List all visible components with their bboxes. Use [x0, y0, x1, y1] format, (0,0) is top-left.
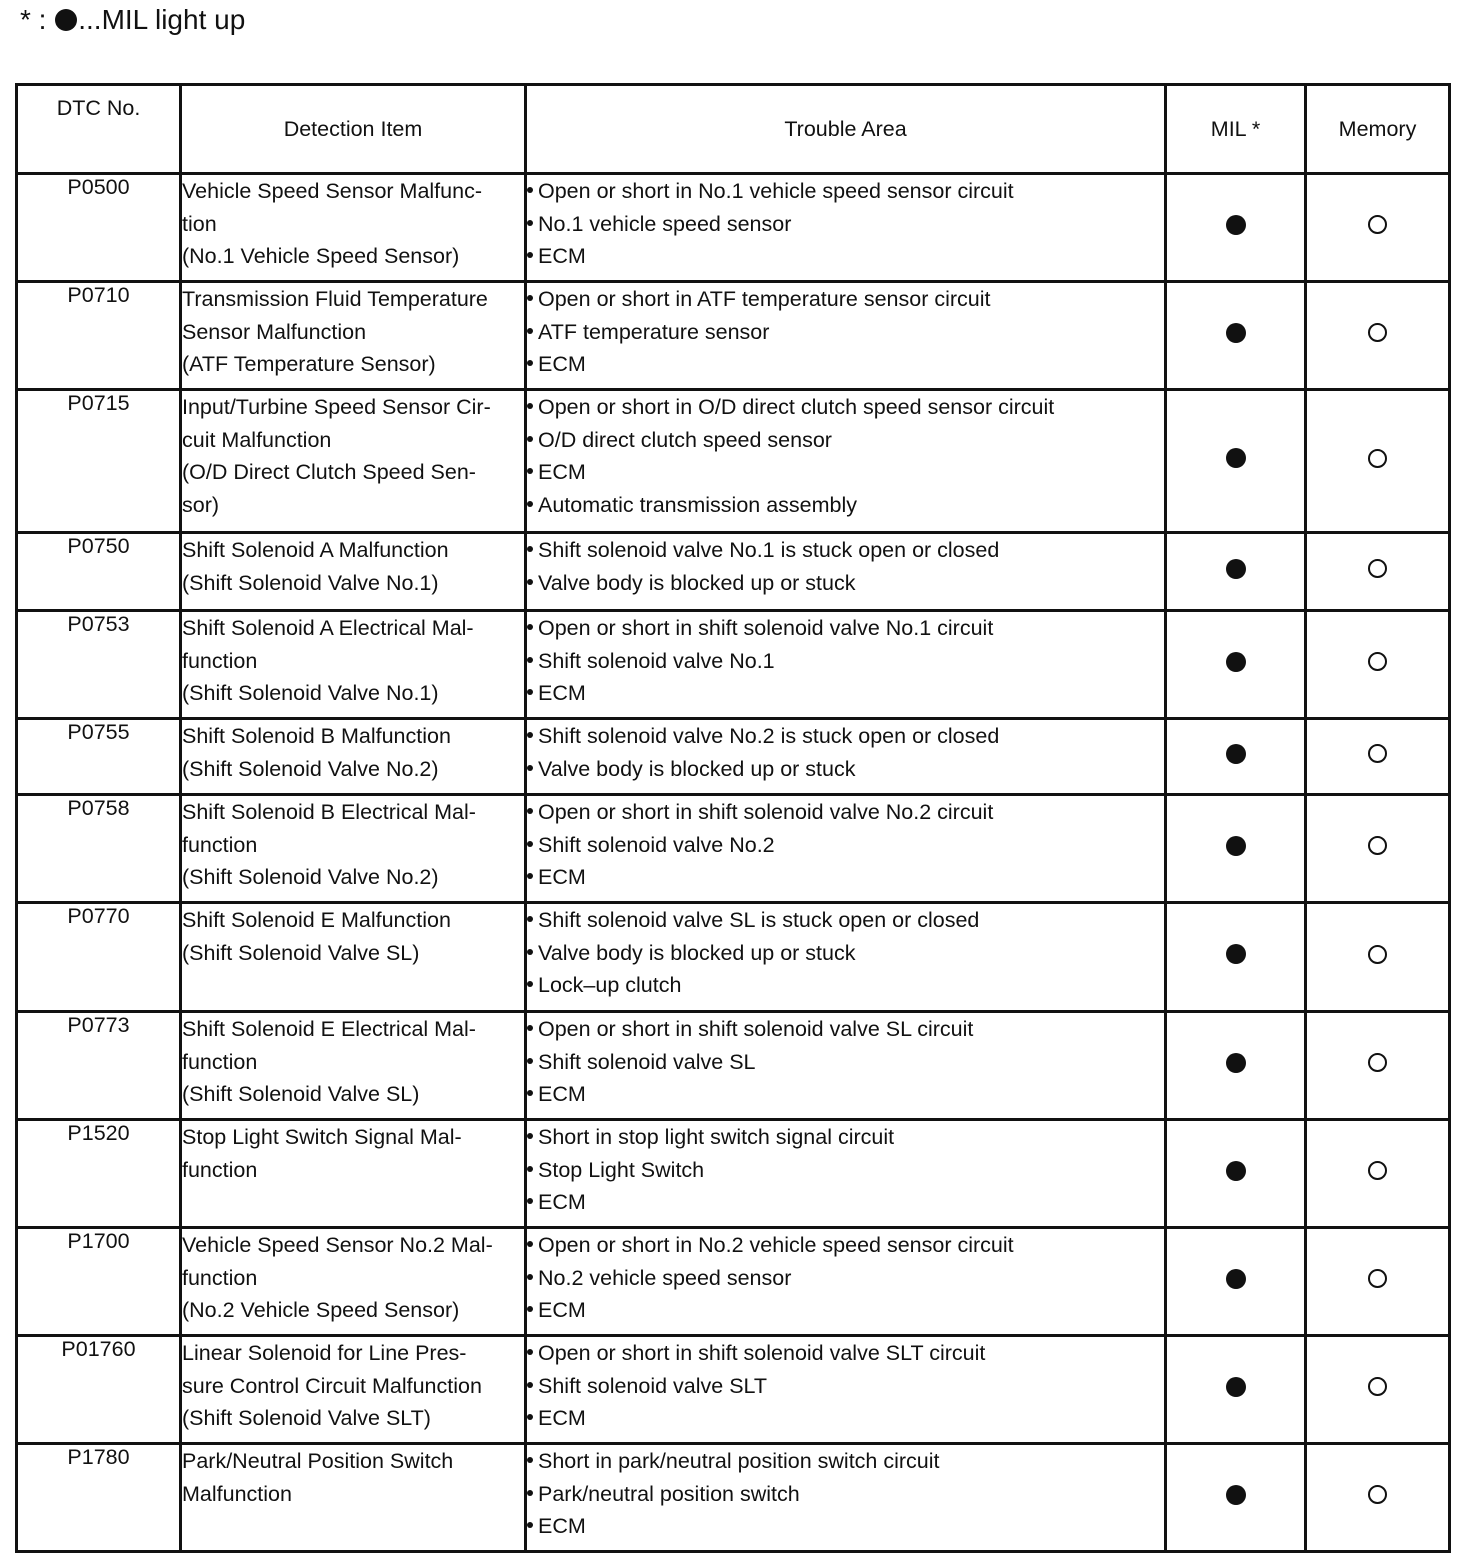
- dtc-code: P1700: [17, 1228, 181, 1336]
- trouble-area: [526, 1336, 1166, 1444]
- dtc-code: P0755: [17, 719, 181, 795]
- open-circle-icon: [1368, 1269, 1387, 1288]
- detection-item-line: (ATF Temperature Sensor): [182, 352, 436, 376]
- mil-cell: [1166, 533, 1306, 611]
- table-row: [17, 611, 1450, 719]
- trouble-area: [526, 1012, 1166, 1120]
- trouble-area-item: ECM: [527, 861, 1164, 894]
- detection-item: [181, 282, 526, 390]
- table-header-row: [17, 85, 1450, 174]
- table-row: [17, 1228, 1450, 1336]
- detection-item-line: (Shift Solenoid Valve SL): [182, 940, 420, 965]
- dtc-code: P0750: [17, 533, 181, 611]
- filled-circle-icon: [1226, 1377, 1246, 1397]
- filled-circle-icon: [1226, 215, 1246, 235]
- detection-item-line: (O/D Direct Clutch Speed Sen-: [182, 460, 476, 484]
- open-circle-icon: [1368, 1377, 1387, 1396]
- trouble-area-item: ATF temperature sensor: [527, 316, 1164, 349]
- detection-item: [181, 174, 526, 282]
- header-memory: Memory: [1306, 85, 1450, 174]
- filled-circle-icon: [1226, 1485, 1246, 1505]
- header-dtc-no: DTC No.: [17, 85, 181, 174]
- memory-cell: [1306, 1012, 1450, 1120]
- table-row: [17, 903, 1450, 1012]
- detection-item-line: Shift Solenoid B Malfunction: [182, 724, 451, 748]
- open-circle-icon: [1368, 836, 1387, 855]
- mil-cell: [1166, 611, 1306, 719]
- trouble-area-item: ECM: [527, 1186, 1164, 1219]
- trouble-area-item: O/D direct clutch speed sensor: [527, 424, 1164, 457]
- trouble-area-item: ECM: [527, 1294, 1164, 1327]
- legend-prefix: * :: [20, 4, 55, 35]
- trouble-area-item: Short in stop light switch signal circuit: [527, 1121, 1164, 1154]
- mil-cell: [1166, 174, 1306, 282]
- trouble-area-item: Open or short in shift solenoid valve No.1 circuit: [527, 612, 1164, 645]
- open-circle-icon: [1368, 1485, 1387, 1504]
- filled-circle-icon: [1226, 1161, 1246, 1181]
- table-row: [17, 282, 1450, 390]
- trouble-area-item: Open or short in shift solenoid valve SLT circuit: [527, 1337, 1164, 1370]
- table-row: [17, 1120, 1450, 1228]
- detection-item-line: sor): [182, 492, 220, 517]
- trouble-area-item: ECM: [527, 348, 1164, 381]
- table-row: [17, 795, 1450, 903]
- trouble-area: [526, 795, 1166, 903]
- detection-item-line: (No.2 Vehicle Speed Sensor): [182, 1298, 460, 1322]
- detection-item-line: Malfunction: [182, 1481, 292, 1506]
- dtc-code: P0758: [17, 795, 181, 903]
- filled-circle-icon: [1226, 1053, 1246, 1073]
- memory-cell: [1306, 903, 1450, 1012]
- trouble-area-item: Shift solenoid valve SLT: [527, 1370, 1164, 1403]
- trouble-area-item: Shift solenoid valve SL is stuck open or closed: [527, 904, 1164, 937]
- mil-cell: [1166, 1444, 1306, 1552]
- dtc-table: [15, 83, 1451, 1553]
- trouble-area-item: Shift solenoid valve No.2: [527, 829, 1164, 862]
- table-row: [17, 1012, 1450, 1120]
- dtc-code: P1780: [17, 1444, 181, 1552]
- trouble-area: [526, 533, 1166, 611]
- memory-cell: [1306, 795, 1450, 903]
- detection-item: [181, 719, 526, 795]
- detection-item-line: (Shift Solenoid Valve No.2): [182, 756, 439, 781]
- memory-cell: [1306, 1120, 1450, 1228]
- filled-circle-icon: [1226, 323, 1246, 343]
- dtc-code: P0500: [17, 174, 181, 282]
- trouble-area-item: Park/neutral position switch: [527, 1478, 1164, 1511]
- trouble-area: [526, 174, 1166, 282]
- trouble-area: [526, 1120, 1166, 1228]
- trouble-area-item: Shift solenoid valve No.1 is stuck open or closed: [527, 534, 1164, 567]
- detection-item-line: Stop Light Switch Signal Mal-: [182, 1125, 462, 1149]
- memory-cell: [1306, 282, 1450, 390]
- table-body: [17, 174, 1450, 1552]
- open-circle-icon: [1368, 1053, 1387, 1072]
- trouble-area: [526, 282, 1166, 390]
- detection-item-line: Shift Solenoid B Electrical Mal-: [182, 800, 476, 824]
- detection-item: [181, 1012, 526, 1120]
- filled-circle-icon: [55, 9, 77, 31]
- detection-item: [181, 1336, 526, 1444]
- detection-item-line: (Shift Solenoid Valve No.1): [182, 681, 439, 705]
- mil-cell: [1166, 1012, 1306, 1120]
- detection-item-line: function: [182, 648, 258, 673]
- detection-item: [181, 903, 526, 1012]
- dtc-code: P0753: [17, 611, 181, 719]
- detection-item-line: Linear Solenoid for Line Pres-: [182, 1341, 467, 1365]
- trouble-area-item: Valve body is blocked up or stuck: [527, 937, 1164, 970]
- filled-circle-icon: [1226, 448, 1246, 468]
- table-row: [17, 533, 1450, 611]
- detection-item-line: (No.1 Vehicle Speed Sensor): [182, 244, 460, 268]
- table-row: [17, 719, 1450, 795]
- detection-item: [181, 1228, 526, 1336]
- trouble-area-item: ECM: [527, 1402, 1164, 1435]
- dtc-code: P01760: [17, 1336, 181, 1444]
- mil-cell: [1166, 719, 1306, 795]
- detection-item-line: cuit Malfunction: [182, 427, 332, 452]
- mil-cell: [1166, 1120, 1306, 1228]
- dtc-code: P0773: [17, 1012, 181, 1120]
- filled-circle-icon: [1226, 559, 1246, 579]
- detection-item-line: Transmission Fluid Temperature: [182, 287, 488, 311]
- trouble-area: [526, 611, 1166, 719]
- mil-legend: [20, 2, 245, 38]
- trouble-area-item: Lock–up clutch: [527, 969, 1164, 1002]
- filled-circle-icon: [1226, 1269, 1246, 1289]
- trouble-area: [526, 1228, 1166, 1336]
- memory-cell: [1306, 533, 1450, 611]
- detection-item: [181, 390, 526, 533]
- trouble-area-item: Stop Light Switch: [527, 1154, 1164, 1187]
- detection-item-line: (Shift Solenoid Valve No.1): [182, 570, 439, 595]
- open-circle-icon: [1368, 945, 1387, 964]
- open-circle-icon: [1368, 1161, 1387, 1180]
- header-mil: MIL *: [1166, 85, 1306, 174]
- header-trouble-area: Trouble Area: [526, 85, 1166, 174]
- trouble-area: [526, 1444, 1166, 1552]
- detection-item-line: (Shift Solenoid Valve SLT): [182, 1406, 431, 1430]
- trouble-area-item: Open or short in O/D direct clutch speed sensor circuit: [527, 391, 1164, 424]
- detection-item-line: Shift Solenoid A Malfunction: [182, 538, 449, 562]
- trouble-area: [526, 903, 1166, 1012]
- trouble-area-item: Valve body is blocked up or stuck: [527, 753, 1164, 786]
- trouble-area-item: Automatic transmission assembly: [527, 489, 1164, 522]
- detection-item-line: (Shift Solenoid Valve No.2): [182, 865, 439, 889]
- memory-cell: [1306, 174, 1450, 282]
- detection-item-line: function: [182, 1049, 258, 1074]
- filled-circle-icon: [1226, 744, 1246, 764]
- dtc-code: P0710: [17, 282, 181, 390]
- open-circle-icon: [1368, 652, 1387, 671]
- filled-circle-icon: [1226, 652, 1246, 672]
- dtc-code: P1520: [17, 1120, 181, 1228]
- detection-item: [181, 533, 526, 611]
- open-circle-icon: [1368, 744, 1387, 763]
- open-circle-icon: [1368, 449, 1387, 468]
- trouble-area-item: Open or short in ATF temperature sensor circuit: [527, 283, 1164, 316]
- memory-cell: [1306, 1228, 1450, 1336]
- memory-cell: [1306, 1444, 1450, 1552]
- trouble-area-item: Shift solenoid valve SL: [527, 1046, 1164, 1079]
- trouble-area-item: Shift solenoid valve No.1: [527, 645, 1164, 678]
- trouble-area: [526, 719, 1166, 795]
- memory-cell: [1306, 719, 1450, 795]
- detection-item-line: Vehicle Speed Sensor No.2 Mal-: [182, 1233, 493, 1257]
- detection-item-line: Park/Neutral Position Switch: [182, 1449, 454, 1473]
- detection-item-line: function: [182, 1157, 258, 1182]
- detection-item: [181, 1444, 526, 1552]
- detection-item-line: tion: [182, 211, 217, 236]
- dtc-code: P0715: [17, 390, 181, 533]
- trouble-area-item: Open or short in shift solenoid valve SL circuit: [527, 1013, 1164, 1046]
- filled-circle-icon: [1226, 836, 1246, 856]
- filled-circle-icon: [1226, 944, 1246, 964]
- memory-cell: [1306, 611, 1450, 719]
- mil-cell: [1166, 282, 1306, 390]
- detection-item-line: Shift Solenoid E Electrical Mal-: [182, 1017, 476, 1041]
- trouble-area-item: No.2 vehicle speed sensor: [527, 1262, 1164, 1295]
- table-row: [17, 174, 1450, 282]
- open-circle-icon: [1368, 559, 1387, 578]
- trouble-area-item: Valve body is blocked up or stuck: [527, 567, 1164, 600]
- table-row: [17, 1444, 1450, 1552]
- trouble-area: [526, 390, 1166, 533]
- open-circle-icon: [1368, 323, 1387, 342]
- detection-item-line: function: [182, 1265, 258, 1290]
- mil-cell: [1166, 795, 1306, 903]
- trouble-area-item: Open or short in shift solenoid valve No.2 circuit: [527, 796, 1164, 829]
- memory-cell: [1306, 1336, 1450, 1444]
- trouble-area-item: Open or short in No.2 vehicle speed sensor circuit: [527, 1229, 1164, 1262]
- trouble-area-item: ECM: [527, 456, 1164, 489]
- detection-item-line: sure Control Circuit Malfunction: [182, 1373, 482, 1398]
- legend-text: ...MIL light up: [78, 4, 246, 35]
- trouble-area-item: No.1 vehicle speed sensor: [527, 208, 1164, 241]
- trouble-area-item: ECM: [527, 1510, 1164, 1543]
- detection-item-line: Shift Solenoid A Electrical Mal-: [182, 616, 474, 640]
- detection-item-line: Shift Solenoid E Malfunction: [182, 908, 451, 932]
- dtc-code: P0770: [17, 903, 181, 1012]
- trouble-area-item: ECM: [527, 1078, 1164, 1111]
- table-row: [17, 1336, 1450, 1444]
- open-circle-icon: [1368, 215, 1387, 234]
- detection-item-line: Sensor Malfunction: [182, 319, 367, 344]
- trouble-area-item: ECM: [527, 677, 1164, 710]
- table-row: [17, 390, 1450, 533]
- trouble-area-item: Shift solenoid valve No.2 is stuck open or closed: [527, 720, 1164, 753]
- mil-cell: [1166, 1228, 1306, 1336]
- mil-cell: [1166, 1336, 1306, 1444]
- header-detection-item: Detection Item: [181, 85, 526, 174]
- trouble-area-item: Short in park/neutral position switch circuit: [527, 1445, 1164, 1478]
- detection-item-line: (Shift Solenoid Valve SL): [182, 1082, 420, 1106]
- trouble-area-item: ECM: [527, 240, 1164, 273]
- detection-item-line: function: [182, 832, 258, 857]
- detection-item: [181, 1120, 526, 1228]
- detection-item: [181, 611, 526, 719]
- mil-cell: [1166, 390, 1306, 533]
- memory-cell: [1306, 390, 1450, 533]
- detection-item-line: Vehicle Speed Sensor Malfunc-: [182, 179, 482, 203]
- mil-cell: [1166, 903, 1306, 1012]
- detection-item-line: Input/Turbine Speed Sensor Cir-: [182, 395, 491, 419]
- trouble-area-item: Open or short in No.1 vehicle speed sensor circuit: [527, 175, 1164, 208]
- detection-item: [181, 795, 526, 903]
